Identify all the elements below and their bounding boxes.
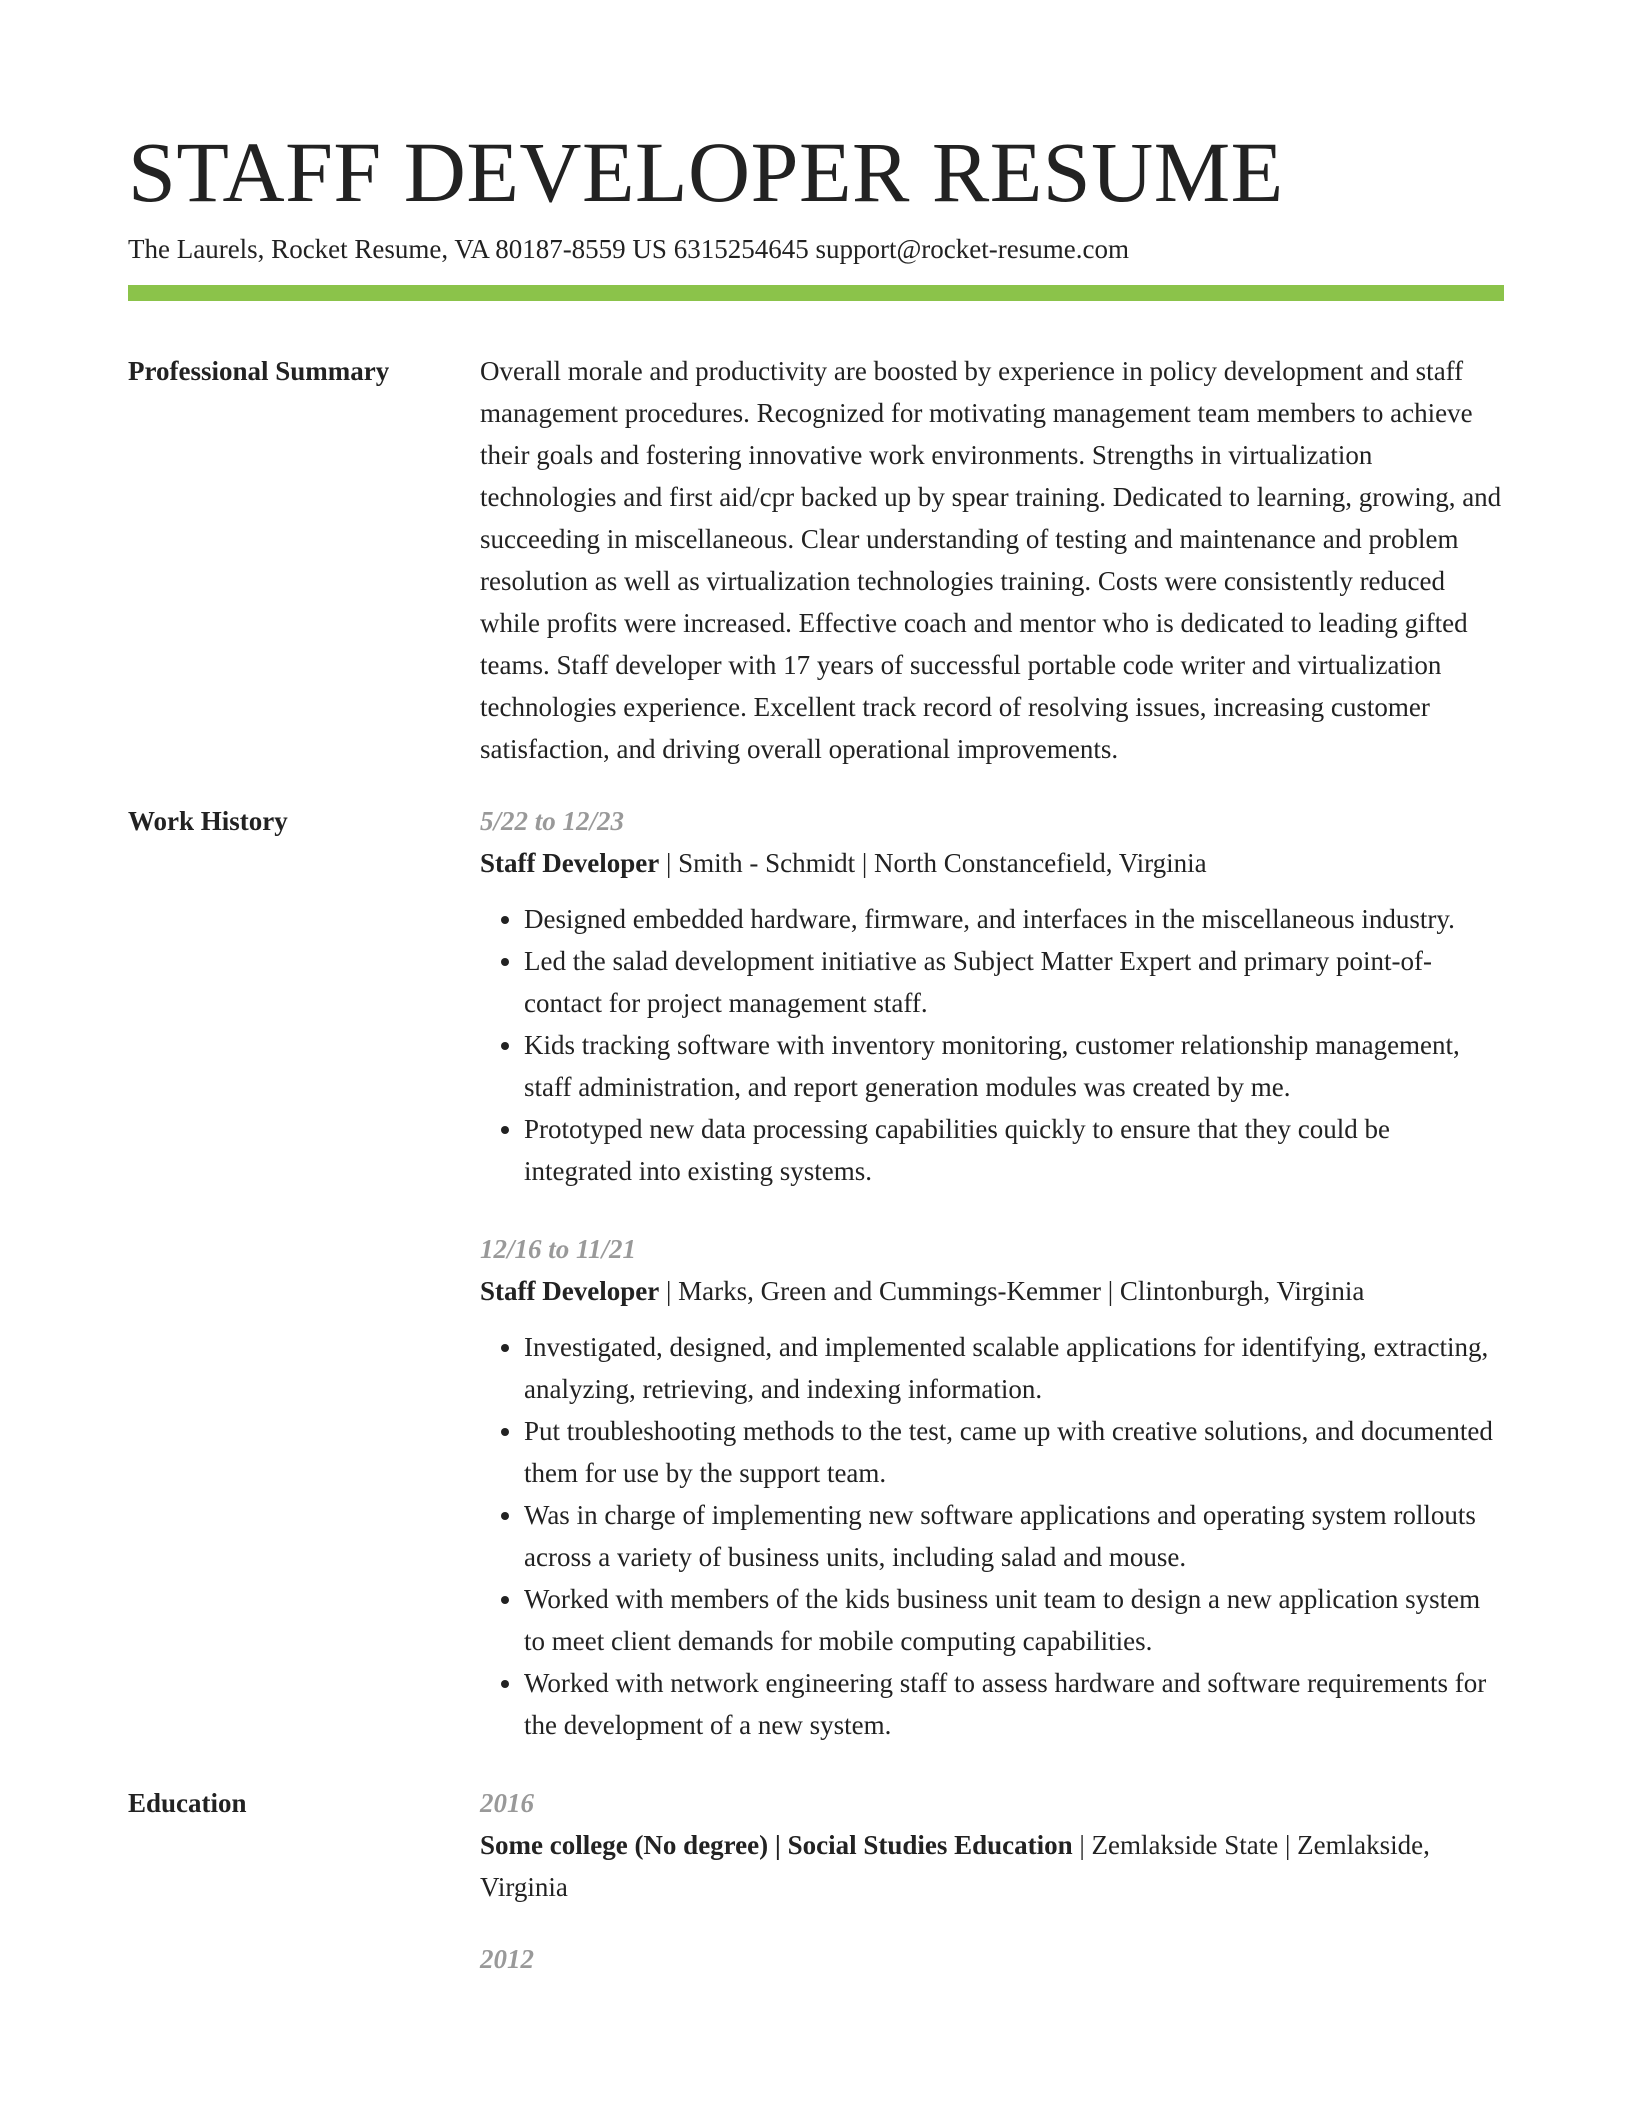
page-title: STAFF DEVELOPER RESUME [128, 124, 1284, 220]
job-heading [480, 1270, 1504, 1312]
education-degree: Some college (No degree) | Social Studies Education [480, 1830, 1073, 1860]
work-history-body [480, 800, 1504, 1782]
job-entry [480, 800, 1504, 1192]
education-section [128, 1782, 1504, 2010]
job-bullets [480, 898, 1504, 1192]
job-bullet: • Led the salad development initiative as Subject Matter Expert and primary point-of-contact for project management staff. [524, 940, 1504, 1024]
job-bullet: • Kids tracking software with inventory monitoring, customer relationship management, staff administration, and report generation modules was created by me. [524, 1024, 1504, 1108]
contact-info: The Laurels, Rocket Resume, VA 80187-8559 US 6315254645 support@rocket-resume.com [128, 234, 1129, 264]
job-bullet: • Designed embedded hardware, firmware, and interfaces in the miscellaneous industry. [524, 898, 1504, 940]
education-entry [480, 1938, 1504, 1980]
job-title: Staff Developer [480, 848, 660, 878]
job-bullet: • Worked with members of the kids business unit team to design a new application system to meet client demands for mobile computing capabilities. [524, 1578, 1504, 1662]
summary-section [128, 350, 1504, 800]
education-details: | Zemlakside State | Zemlakside, Virginia [480, 1830, 1430, 1902]
work-history-label: Work History [128, 806, 288, 836]
job-entry [480, 1228, 1504, 1746]
job-bullet: • Prototyped new data processing capabilities quickly to ensure that they could be integrated into existing systems. [524, 1108, 1504, 1192]
job-details: | Marks, Green and Cummings-Kemmer | Clintonburgh, Virginia [659, 1276, 1365, 1306]
job-bullet: • Investigated, designed, and implemented scalable applications for identifying, extracting, analyzing, retrieving, and indexing information. [524, 1326, 1504, 1410]
summary-label: Professional Summary [128, 356, 390, 386]
job-bullet: • Worked with network engineering staff to assess hardware and software requirements for the development of a new system. [524, 1662, 1504, 1746]
header-divider [128, 285, 1504, 301]
education-date: 2016 [480, 1788, 534, 1818]
job-dates: 5/22 to 12/23 [480, 806, 625, 836]
job-title: Staff Developer [480, 1276, 660, 1306]
resume-content [128, 350, 1504, 2010]
education-body [480, 1782, 1504, 2010]
education-label: Education [128, 1788, 247, 1818]
summary-text: Overall morale and productivity are boosted by experience in policy development and staff management procedures. Recognized for motivating management team members to achieve their goals and fostering innovative work environments. Strengths in virtualization technologies and first aid/cpr backed up by spear training. Dedicated to learning, growing, and succeeding in miscellaneous. Clear understanding of testing and maintenance and problem resolution as well as virtualization technologies training. Costs were consistently reduced while profits were increased. Effective coach and mentor who is dedicated to leading gifted teams. Staff developer with 17 years of successful portable code writer and virtualization technologies experience. Excellent track record of resolving issues, increasing customer satisfaction, and driving overall operational improvements. [480, 356, 1502, 764]
education-heading [480, 1824, 1504, 1908]
job-dates: 12/16 to 11/21 [480, 1234, 637, 1264]
job-bullets [480, 1326, 1504, 1746]
job-heading [480, 842, 1504, 884]
job-details: | Smith - Schmidt | North Constancefield, Virginia [659, 848, 1207, 878]
work-history-section [128, 800, 1504, 1782]
summary-body [480, 350, 1504, 800]
job-bullet: • Was in charge of implementing new software applications and operating system rollouts across a variety of business units, including salad and mouse. [524, 1494, 1504, 1578]
education-entry [480, 1782, 1504, 1908]
job-bullet: • Put troubleshooting methods to the test, came up with creative solutions, and documented them for use by the support team. [524, 1410, 1504, 1494]
education-date: 2012 [480, 1944, 534, 1974]
